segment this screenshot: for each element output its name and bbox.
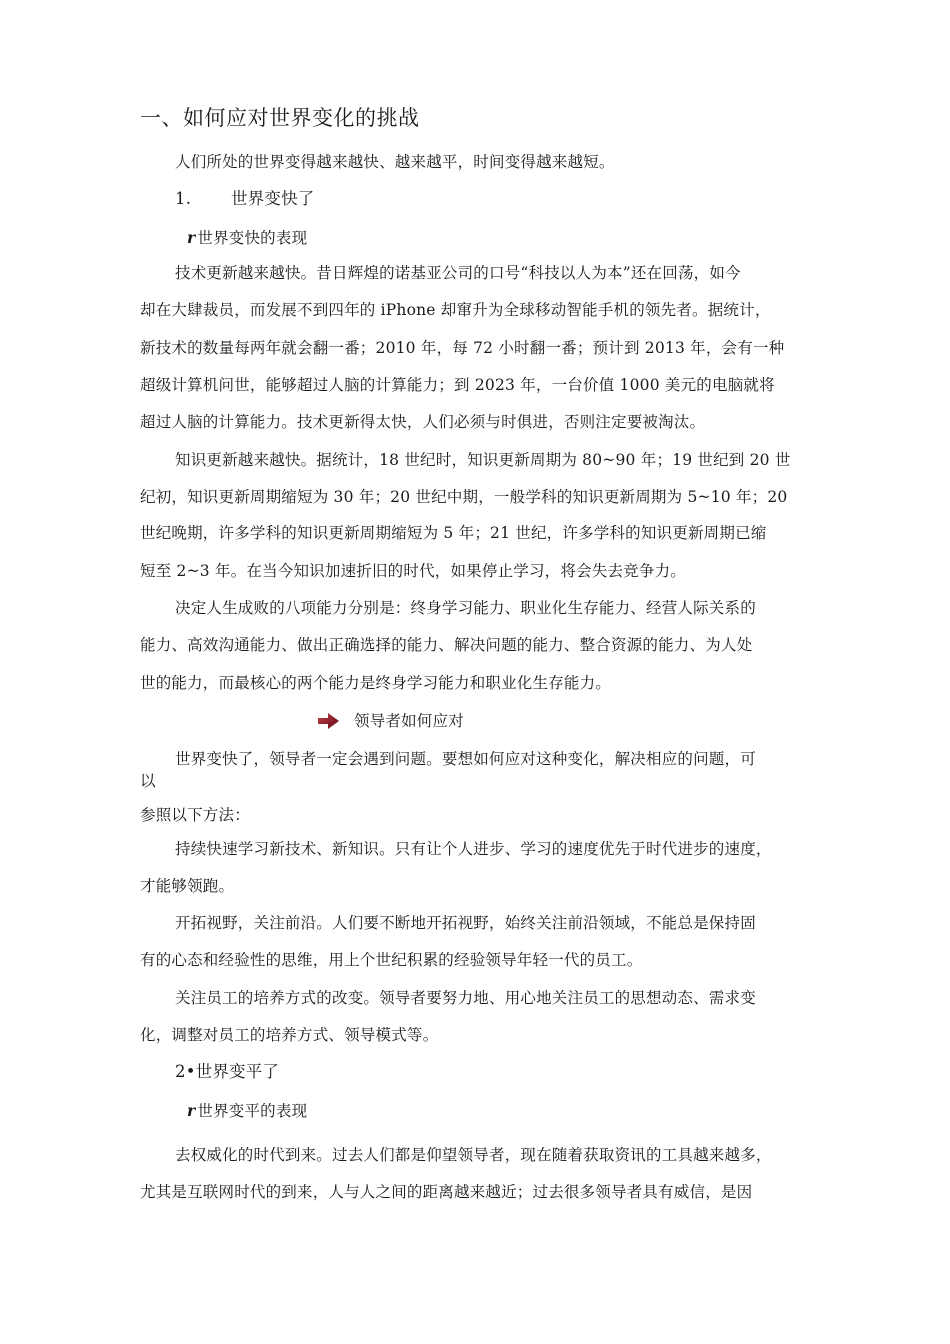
para-flat-line: 去权威化的时代到来。过去人们都是仰望领导者，现在随着获取资讯的工具越来越多， (175, 1146, 772, 1164)
para-leader-line: 世界变快了，领导者一定会遇到问题。要想如何应对这种变化，解决相应的问题，可 (175, 750, 756, 768)
para-knowledge-line: 世纪晚期，许多学科的知识更新周期缩短为 5 年；21 世纪，许多学科的知识更新周期已缩 (140, 524, 767, 542)
para-tech-line: 新技术的数量每两年就会翻一番；2010 年，每 72 小时翻一番；预计到 2013 年，会有一种 (140, 339, 785, 357)
para-leader-line: 参照以下方法： (140, 806, 250, 824)
para-staff-line: 化，调整对员工的培养方式、领导模式等。 (140, 1026, 439, 1044)
intro-paragraph: 人们所处的世界变得越来越快、越来越平，时间变得越来越短。 (175, 153, 615, 171)
arrow-right-icon (318, 713, 340, 729)
para-knowledge-line: 短至 2~3 年。在当今知识加速折旧的时代，如果停止学习，将会失去竞争力。 (140, 562, 686, 580)
para-abilities-line: 决定人生成败的八项能力分别是：终身学习能力、职业化生存能力、经营人际关系的 (175, 599, 756, 617)
para-vision-line: 有的心态和经验性的思维，用上个世纪积累的经验领导年轻一代的员工。 (140, 951, 643, 969)
para-learn-line: 才能够领跑。 (140, 877, 235, 895)
para-learn-line: 持续快速学习新技术、新知识。只有让个人进步、学习的速度优先于时代进步的速度， (175, 840, 772, 858)
para-staff-line: 关注员工的培养方式的改变。领导者要努力地、用心地关注员工的思想动态、需求变 (175, 989, 756, 1007)
para-tech-line: 技术更新越来越快。昔日辉煌的诺基亚公司的口号“科技以人为本”还在回荡，如今 (175, 264, 741, 282)
para-abilities-line: 能力、高效沟通能力、做出正确选择的能力、解决问题的能力、整合资源的能力、为人处 (140, 636, 753, 654)
para-abilities-line: 世的能力，而最核心的两个能力是终身学习能力和职业化生存能力。 (140, 674, 612, 692)
para-tech-line: 超过人脑的计算能力。技术更新得太快，人们必须与时俱进，否则注定要被淘汰。 (140, 413, 706, 431)
para-tech-line: 却在大肆裁员，而发展不到四年的 iPhone 却窜升为全球移动智能手机的领先者。据统计， (140, 301, 771, 319)
sub-heading-2-title: 世界变平的表现 (197, 1102, 308, 1120)
para-leader-line: 以 (140, 772, 156, 790)
bullet-r-icon: r (187, 228, 196, 247)
sub-heading-2 (187, 1100, 307, 1122)
heading-1: 一、如何应对世界变化的挑战 (140, 106, 420, 130)
section-1-title: 世界变快了 (231, 189, 315, 208)
para-knowledge-line: 纪初，知识更新周期缩短为 30 年；20 世纪中期，一般学科的知识更新周期为 5~10 年；20 (140, 488, 788, 506)
sub-heading-1 (187, 227, 307, 249)
sub-heading-1-title: 世界变快的表现 (197, 229, 308, 247)
sub-heading-leader: 领导者如何应对 (354, 712, 464, 730)
para-flat-line: 尤其是互联网时代的到来，人与人之间的距离越来越近；过去很多领导者具有威信，是因 (140, 1183, 753, 1201)
section-1-number: 1. (175, 189, 192, 208)
para-knowledge-line: 知识更新越来越快。据统计，18 世纪时，知识更新周期为 80~90 年；19 世纪到 20 世 (175, 451, 791, 469)
para-tech-line: 超级计算机问世，能够超过人脑的计算能力；到 2023 年，一台价值 1000 美元的电脑就将 (140, 376, 775, 394)
para-vision-line: 开拓视野，关注前沿。人们要不断地开拓视野，始终关注前沿领域，不能总是保持固 (175, 914, 756, 932)
bullet-r-icon: r (187, 1101, 196, 1120)
section-1-heading (175, 188, 315, 210)
section-2-heading: 2•世界变平了 (175, 1062, 280, 1081)
